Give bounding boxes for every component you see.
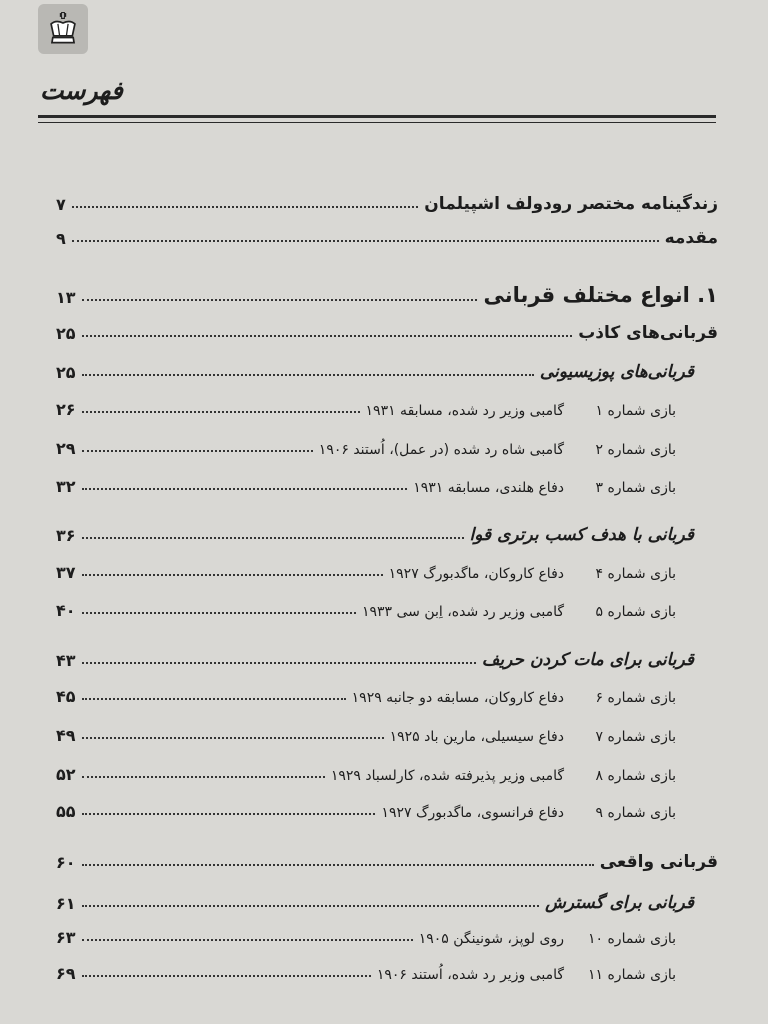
toc-game-entry[interactable] — [56, 802, 676, 821]
page-number: ۱۳ — [56, 288, 76, 307]
toc-game-entry[interactable] — [56, 726, 676, 745]
leader-dots — [82, 574, 383, 576]
game-description: گامبی وزیر پذیرفته شده، کارلسباد ۱۹۲۹ — [330, 768, 564, 784]
page-number: ۲۶ — [56, 400, 76, 419]
section-title: قربانی واقعی — [599, 852, 718, 872]
toc-entry-label: زندگینامه مختصر رودولف اشپیلمان — [424, 194, 718, 214]
toc-game-entry[interactable] — [56, 563, 676, 582]
page-number: ۴۰ — [56, 601, 76, 620]
toc-chapter-1[interactable] — [56, 283, 718, 307]
leader-dots — [82, 939, 413, 941]
game-description: گامبی وزیر رد شده، مسابقه ۱۹۳۱ — [365, 403, 564, 419]
game-description: دفاع سیسیلی، مارین باد ۱۹۲۵ — [389, 729, 564, 745]
leader-dots — [82, 488, 408, 490]
game-label: بازی شماره ۱ — [595, 403, 676, 419]
page-number: ۴۳ — [56, 651, 76, 670]
page-number: ۲۵ — [56, 363, 76, 382]
toc-game-entry[interactable] — [56, 439, 676, 458]
leader-dots — [82, 537, 464, 539]
leader-dots — [82, 662, 476, 664]
title-rule — [38, 115, 716, 118]
page-number: ۷ — [56, 195, 66, 214]
game-label: بازی شماره ۹ — [595, 805, 676, 821]
game-description: گامبی وزیر رد شده، اِبن سی ۱۹۳۳ — [361, 604, 564, 620]
page-title: فهرست — [40, 76, 123, 105]
game-description: دفاع کاروکان، مسابقه دو جانبه ۱۹۲۹ — [351, 690, 564, 706]
toc-game-entry[interactable] — [56, 928, 676, 947]
game-number: ۱۱ — [587, 967, 604, 983]
leader-dots — [82, 776, 325, 778]
page-number: ۲۹ — [56, 439, 76, 458]
game-label: بازی شماره ۷ — [595, 729, 676, 745]
game-label: بازی شماره ۱۱ — [587, 967, 676, 983]
game-number: ۱ — [595, 403, 604, 419]
leader-dots — [82, 612, 356, 614]
page-number: ۶۳ — [56, 928, 76, 947]
toc-game-entry[interactable] — [56, 477, 676, 496]
page-number: ۴۹ — [56, 726, 76, 745]
game-number: ۹ — [595, 805, 604, 821]
leader-dots — [82, 374, 534, 376]
game-label: بازی شماره ۶ — [595, 690, 676, 706]
leader-dots — [82, 905, 540, 907]
toc-subsection-positional[interactable] — [56, 362, 694, 382]
toc-subsection-material[interactable] — [56, 525, 694, 545]
leader-dots — [72, 206, 419, 208]
game-description: دفاع فرانسوی، ماگدبورگ ۱۹۲۷ — [381, 805, 564, 821]
game-number: ۶ — [595, 690, 604, 706]
leader-dots — [82, 737, 384, 739]
chapter-title: ۱. انواع مختلف قربانی — [483, 283, 718, 307]
game-description: دفاع کاروکان، ماگدبورگ ۱۹۲۷ — [388, 566, 564, 582]
game-number: ۸ — [595, 768, 604, 784]
toc-section-false-sacrifices[interactable] — [56, 323, 718, 343]
leader-dots — [82, 864, 594, 866]
chess-king-icon — [38, 4, 88, 54]
game-number: ۴ — [595, 566, 604, 582]
page-number: ۶۰ — [56, 853, 76, 872]
game-number: ۲ — [595, 442, 604, 458]
toc-game-entry[interactable] — [56, 601, 676, 620]
leader-dots — [82, 335, 573, 337]
leader-dots — [82, 299, 478, 301]
toc-game-entry[interactable] — [56, 400, 676, 419]
page-number: ۶۱ — [56, 894, 76, 913]
title-rule-thin — [38, 122, 716, 123]
leader-dots — [82, 698, 346, 700]
toc-game-entry[interactable] — [56, 687, 676, 706]
section-title: قربانی‌های کاذب — [578, 323, 718, 343]
game-description: گامبی وزیر رد شده، اُستند ۱۹۰۶ — [376, 967, 564, 983]
subsection-title: قربانی برای گسترش — [545, 893, 694, 913]
leader-dots — [82, 975, 371, 977]
game-number: ۵ — [595, 604, 604, 620]
game-description: روی لوپز، شونینگن ۱۹۰۵ — [418, 931, 564, 947]
toc-subsection-development[interactable] — [56, 893, 694, 913]
subsection-title: قربانی برای مات کردن حریف — [481, 650, 694, 670]
game-number: ۱۰ — [587, 931, 604, 947]
toc-entry-biography[interactable] — [56, 194, 718, 214]
game-label: بازی شماره ۲ — [595, 442, 676, 458]
game-label: بازی شماره ۸ — [595, 768, 676, 784]
page-number: ۶۹ — [56, 964, 76, 983]
page-number: ۳۲ — [56, 477, 76, 496]
page-number: ۵۵ — [56, 802, 76, 821]
page-number: ۹ — [56, 229, 66, 248]
leader-dots — [82, 813, 376, 815]
game-number: ۳ — [595, 480, 604, 496]
game-number: ۷ — [595, 729, 604, 745]
leader-dots — [72, 240, 659, 242]
page-number: ۵۲ — [56, 765, 76, 784]
game-description: دفاع هلندی، مسابقه ۱۹۳۱ — [413, 480, 564, 496]
subsection-title: قربانی‌های پوزیسیونی — [539, 362, 694, 382]
page-number: ۳۶ — [56, 526, 76, 545]
page-number: ۲۵ — [56, 324, 76, 343]
game-label: بازی شماره ۵ — [595, 604, 676, 620]
subsection-title: قربانی با هدف کسب برتری قوا — [469, 525, 694, 545]
game-description: گامبی شاه رد شده (در عمل)، اُستند ۱۹۰۶ — [318, 442, 564, 458]
toc-game-entry[interactable] — [56, 765, 676, 784]
game-label: بازی شماره ۱۰ — [587, 931, 676, 947]
toc-entry-label: مقدمه — [664, 228, 718, 248]
toc-subsection-mating[interactable] — [56, 650, 694, 670]
leader-dots — [82, 411, 360, 413]
toc-section-real-sacrifices[interactable] — [56, 852, 718, 872]
game-label: بازی شماره ۳ — [595, 480, 676, 496]
leader-dots — [82, 450, 313, 452]
game-label: بازی شماره ۴ — [595, 566, 676, 582]
page-number: ۳۷ — [56, 563, 76, 582]
page-number: ۴۵ — [56, 687, 76, 706]
toc-game-entry[interactable] — [56, 964, 676, 983]
toc-entry-introduction[interactable] — [56, 228, 718, 248]
